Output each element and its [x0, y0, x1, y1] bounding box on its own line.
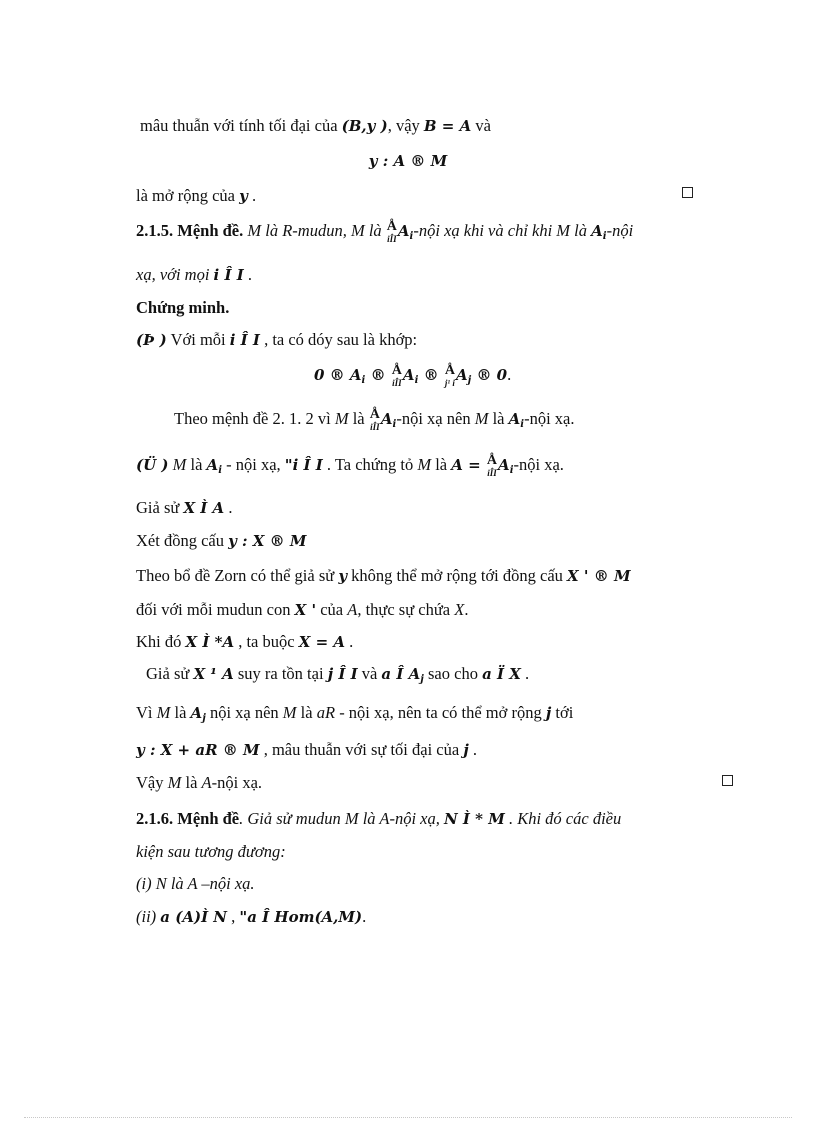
math-span: j Î I — [327, 665, 358, 683]
text-line-17 — [136, 702, 573, 730]
math-subscript: i — [409, 231, 414, 242]
implication-symbol: (Þ ) — [136, 331, 167, 349]
math-subscript: i — [414, 375, 419, 386]
implication-symbol: (Ü ) — [136, 456, 169, 474]
math-span: ® 0 — [471, 366, 508, 384]
text-line-16 — [146, 663, 529, 691]
math-span: X ' ® M — [567, 567, 631, 585]
text-span: nội xạ nên — [205, 703, 283, 722]
math-subscript: i — [392, 419, 397, 430]
math-subscript: i — [509, 465, 514, 476]
condition-i: (i) N là A –nội xạ. — [136, 874, 255, 893]
text-span: tới — [551, 703, 574, 722]
text-line-14 — [136, 599, 468, 621]
text-span: M — [172, 455, 187, 474]
text-span: . — [362, 907, 367, 926]
text-span: . Giả sử mudun M là A-nội xạ, — [239, 809, 444, 828]
text-span: Theo mệnh đề 2. 1. 2 vì — [174, 409, 335, 428]
proposition-2-1-5 — [136, 220, 633, 248]
math-span: j — [545, 704, 552, 722]
text-span: là mở rộng của — [136, 186, 240, 205]
text-span: là — [431, 455, 452, 474]
math-span: A — [380, 410, 393, 428]
math-span: A = — [451, 456, 486, 474]
qed-box-icon — [682, 187, 693, 198]
text-span: M — [282, 703, 297, 722]
op-symbol: Å — [444, 363, 455, 378]
text-span: xạ, với mọi — [136, 265, 214, 284]
text-span: - nội xạ, nên ta có thể mở rộng — [335, 703, 546, 722]
text-line-18 — [136, 739, 477, 761]
proof-heading: Chứng minh. — [136, 298, 230, 317]
text-span: Xét đồng cấu — [136, 531, 229, 550]
text-span: , — [227, 907, 240, 926]
text-span: là — [488, 409, 509, 428]
text-span: , ta buộc — [234, 632, 299, 651]
proposition-2-1-6 — [136, 808, 621, 830]
text-span: suy ra tồn tại — [233, 664, 328, 683]
text-span: và — [471, 116, 491, 135]
math-span: 0 ® A — [314, 366, 362, 384]
text-line-15 — [136, 631, 353, 653]
exact-sequence-formula — [314, 364, 511, 392]
math-span: y : A ® M — [368, 152, 448, 170]
text-span: X — [454, 600, 465, 619]
footer-divider — [24, 1117, 792, 1118]
text-span: -nội xạ khi và chỉ khi M là — [413, 221, 592, 240]
math-span: a (A)Ì N — [160, 908, 228, 926]
text-span: Khi đó — [136, 632, 186, 651]
text-span: . — [520, 664, 530, 683]
text-span: , thực sự chứa — [357, 600, 455, 619]
text-span: . — [224, 498, 233, 517]
text-line-3 — [136, 185, 256, 207]
math-subscript: i — [602, 231, 607, 242]
text-span: không thể mở rộng tới đồng cấu — [347, 566, 568, 585]
op-symbol: Å — [486, 453, 498, 468]
direct-sum-operator — [392, 365, 402, 389]
direct-sum-operator — [387, 221, 397, 245]
math-subscript: i — [218, 465, 222, 476]
text-span: . — [464, 600, 469, 619]
text-span: -nội xạ nên — [396, 409, 475, 428]
math-subscript: i — [361, 375, 366, 386]
text-span: M — [167, 773, 182, 792]
text-line-10 — [136, 454, 564, 482]
text-span: , mâu thuẫn với sự tối đại của — [259, 740, 464, 759]
op-index: iÎI — [392, 378, 402, 388]
op-symbol: Å — [369, 407, 380, 422]
op-symbol: Å — [386, 219, 397, 234]
text-line-21: kiện sau tương đương: — [136, 842, 286, 861]
math-span: (B,y ) — [341, 117, 388, 135]
op-index: iÎI — [487, 468, 497, 478]
math-span: A — [402, 366, 415, 384]
formula-line-2 — [0, 150, 816, 172]
direct-sum-operator — [370, 409, 380, 433]
text-span: . — [345, 632, 354, 651]
math-span: X Ì *A — [185, 633, 235, 651]
text-span: mâu thuẫn với tính tối đại của — [140, 116, 342, 135]
math-subscript: j — [420, 674, 424, 685]
text-span: Với mỗi — [166, 330, 230, 349]
text-span: Giả sử — [146, 664, 194, 683]
text-span: Vậy — [136, 773, 168, 792]
text-span: M là R-mudun, M là — [243, 221, 386, 240]
math-span: a Ï X — [482, 665, 521, 683]
text-span: Giả sử — [136, 498, 184, 517]
qed-box-icon — [722, 775, 733, 786]
text-span: và — [357, 664, 382, 683]
math-span: N Ì * M — [443, 810, 505, 828]
op-symbol: Å — [391, 363, 402, 378]
text-span: là — [296, 703, 317, 722]
math-span: A — [498, 456, 510, 474]
text-span: -nội xạ. — [524, 409, 575, 428]
text-span: M — [334, 409, 349, 428]
text-span: . — [243, 265, 252, 284]
math-subscript: j — [467, 375, 472, 386]
text-span: -nội xạ. — [513, 455, 564, 474]
math-span: A — [206, 456, 219, 474]
op-index: iÎI — [387, 234, 397, 244]
text-span: , vậy — [387, 116, 424, 135]
condition-ii — [136, 906, 366, 928]
text-span: là — [348, 409, 369, 428]
text-span: -nội xạ. — [211, 773, 263, 792]
text-span: aR — [316, 703, 336, 722]
text-line-1 — [140, 115, 491, 137]
math-span: X Ì A — [183, 499, 225, 517]
text-line-13 — [136, 565, 631, 587]
math-span: y — [239, 187, 248, 205]
math-span: ® — [418, 366, 444, 384]
math-span: B = A — [423, 117, 472, 135]
text-span: , ta có dóy sau là khớp: — [259, 330, 418, 349]
text-span: M — [474, 409, 489, 428]
op-index: iÎI — [370, 422, 380, 432]
text-span: . Khi đó các điều — [504, 809, 622, 828]
direct-sum-operator — [487, 455, 497, 479]
math-span: y : X ® M — [228, 532, 307, 550]
math-span: ® — [365, 366, 391, 384]
math-span: y : X + aR ® M — [136, 741, 260, 759]
text-span: -nội — [606, 221, 634, 240]
text-span: . — [247, 186, 257, 205]
text-span: sao cho — [423, 664, 483, 683]
math-span: X ' — [294, 601, 317, 619]
math-span: A — [455, 366, 468, 384]
text-span: A — [347, 600, 358, 619]
text-line-11 — [136, 497, 232, 519]
math-span: X = A — [298, 633, 345, 651]
op-index: j¹ i — [444, 378, 455, 388]
text-line-19 — [136, 772, 262, 794]
math-span: A — [397, 222, 410, 240]
text-span: Theo bổ đề Zorn có thể giả sử — [136, 566, 339, 585]
math-span: A — [190, 704, 203, 722]
text-span: . Ta chứng tỏ — [322, 455, 418, 474]
math-span: A — [508, 410, 521, 428]
text-span: M — [156, 703, 171, 722]
text-span: Vì — [136, 703, 157, 722]
text-span: . — [507, 365, 512, 384]
math-span: X ¹ A — [193, 665, 234, 683]
math-span: i Î I — [213, 266, 244, 284]
math-span: a Î A — [381, 665, 421, 683]
math-span: y — [338, 567, 348, 585]
text-span: là — [186, 455, 207, 474]
math-subscript: i — [520, 419, 525, 430]
proposition-number: 2.1.5. Mệnh đề. — [136, 221, 244, 240]
text-span: . — [468, 740, 477, 759]
proposition-number: 2.1.6. Mệnh đề — [136, 809, 240, 828]
text-line-12 — [136, 530, 307, 552]
text-line-9 — [174, 408, 574, 436]
text-span: của — [316, 600, 348, 619]
math-subscript: j — [202, 713, 206, 724]
text-span: là — [181, 773, 202, 792]
text-line-7 — [136, 329, 417, 351]
math-span: i Î I — [229, 331, 260, 349]
text-line-5 — [136, 264, 252, 286]
text-span: A — [201, 773, 212, 792]
math-span: "i Î I — [284, 456, 323, 474]
math-span: A — [591, 222, 603, 240]
direct-sum-operator — [445, 365, 455, 389]
text-span: là — [170, 703, 191, 722]
text-span: đối với mỗi mudun con — [136, 600, 295, 619]
text-span: - nội xạ, — [222, 455, 285, 474]
math-span: j — [463, 741, 469, 759]
math-span: "a Î Hom(A,M) — [239, 908, 363, 926]
text-span: M — [417, 455, 432, 474]
text-span: (ii) — [136, 907, 161, 926]
